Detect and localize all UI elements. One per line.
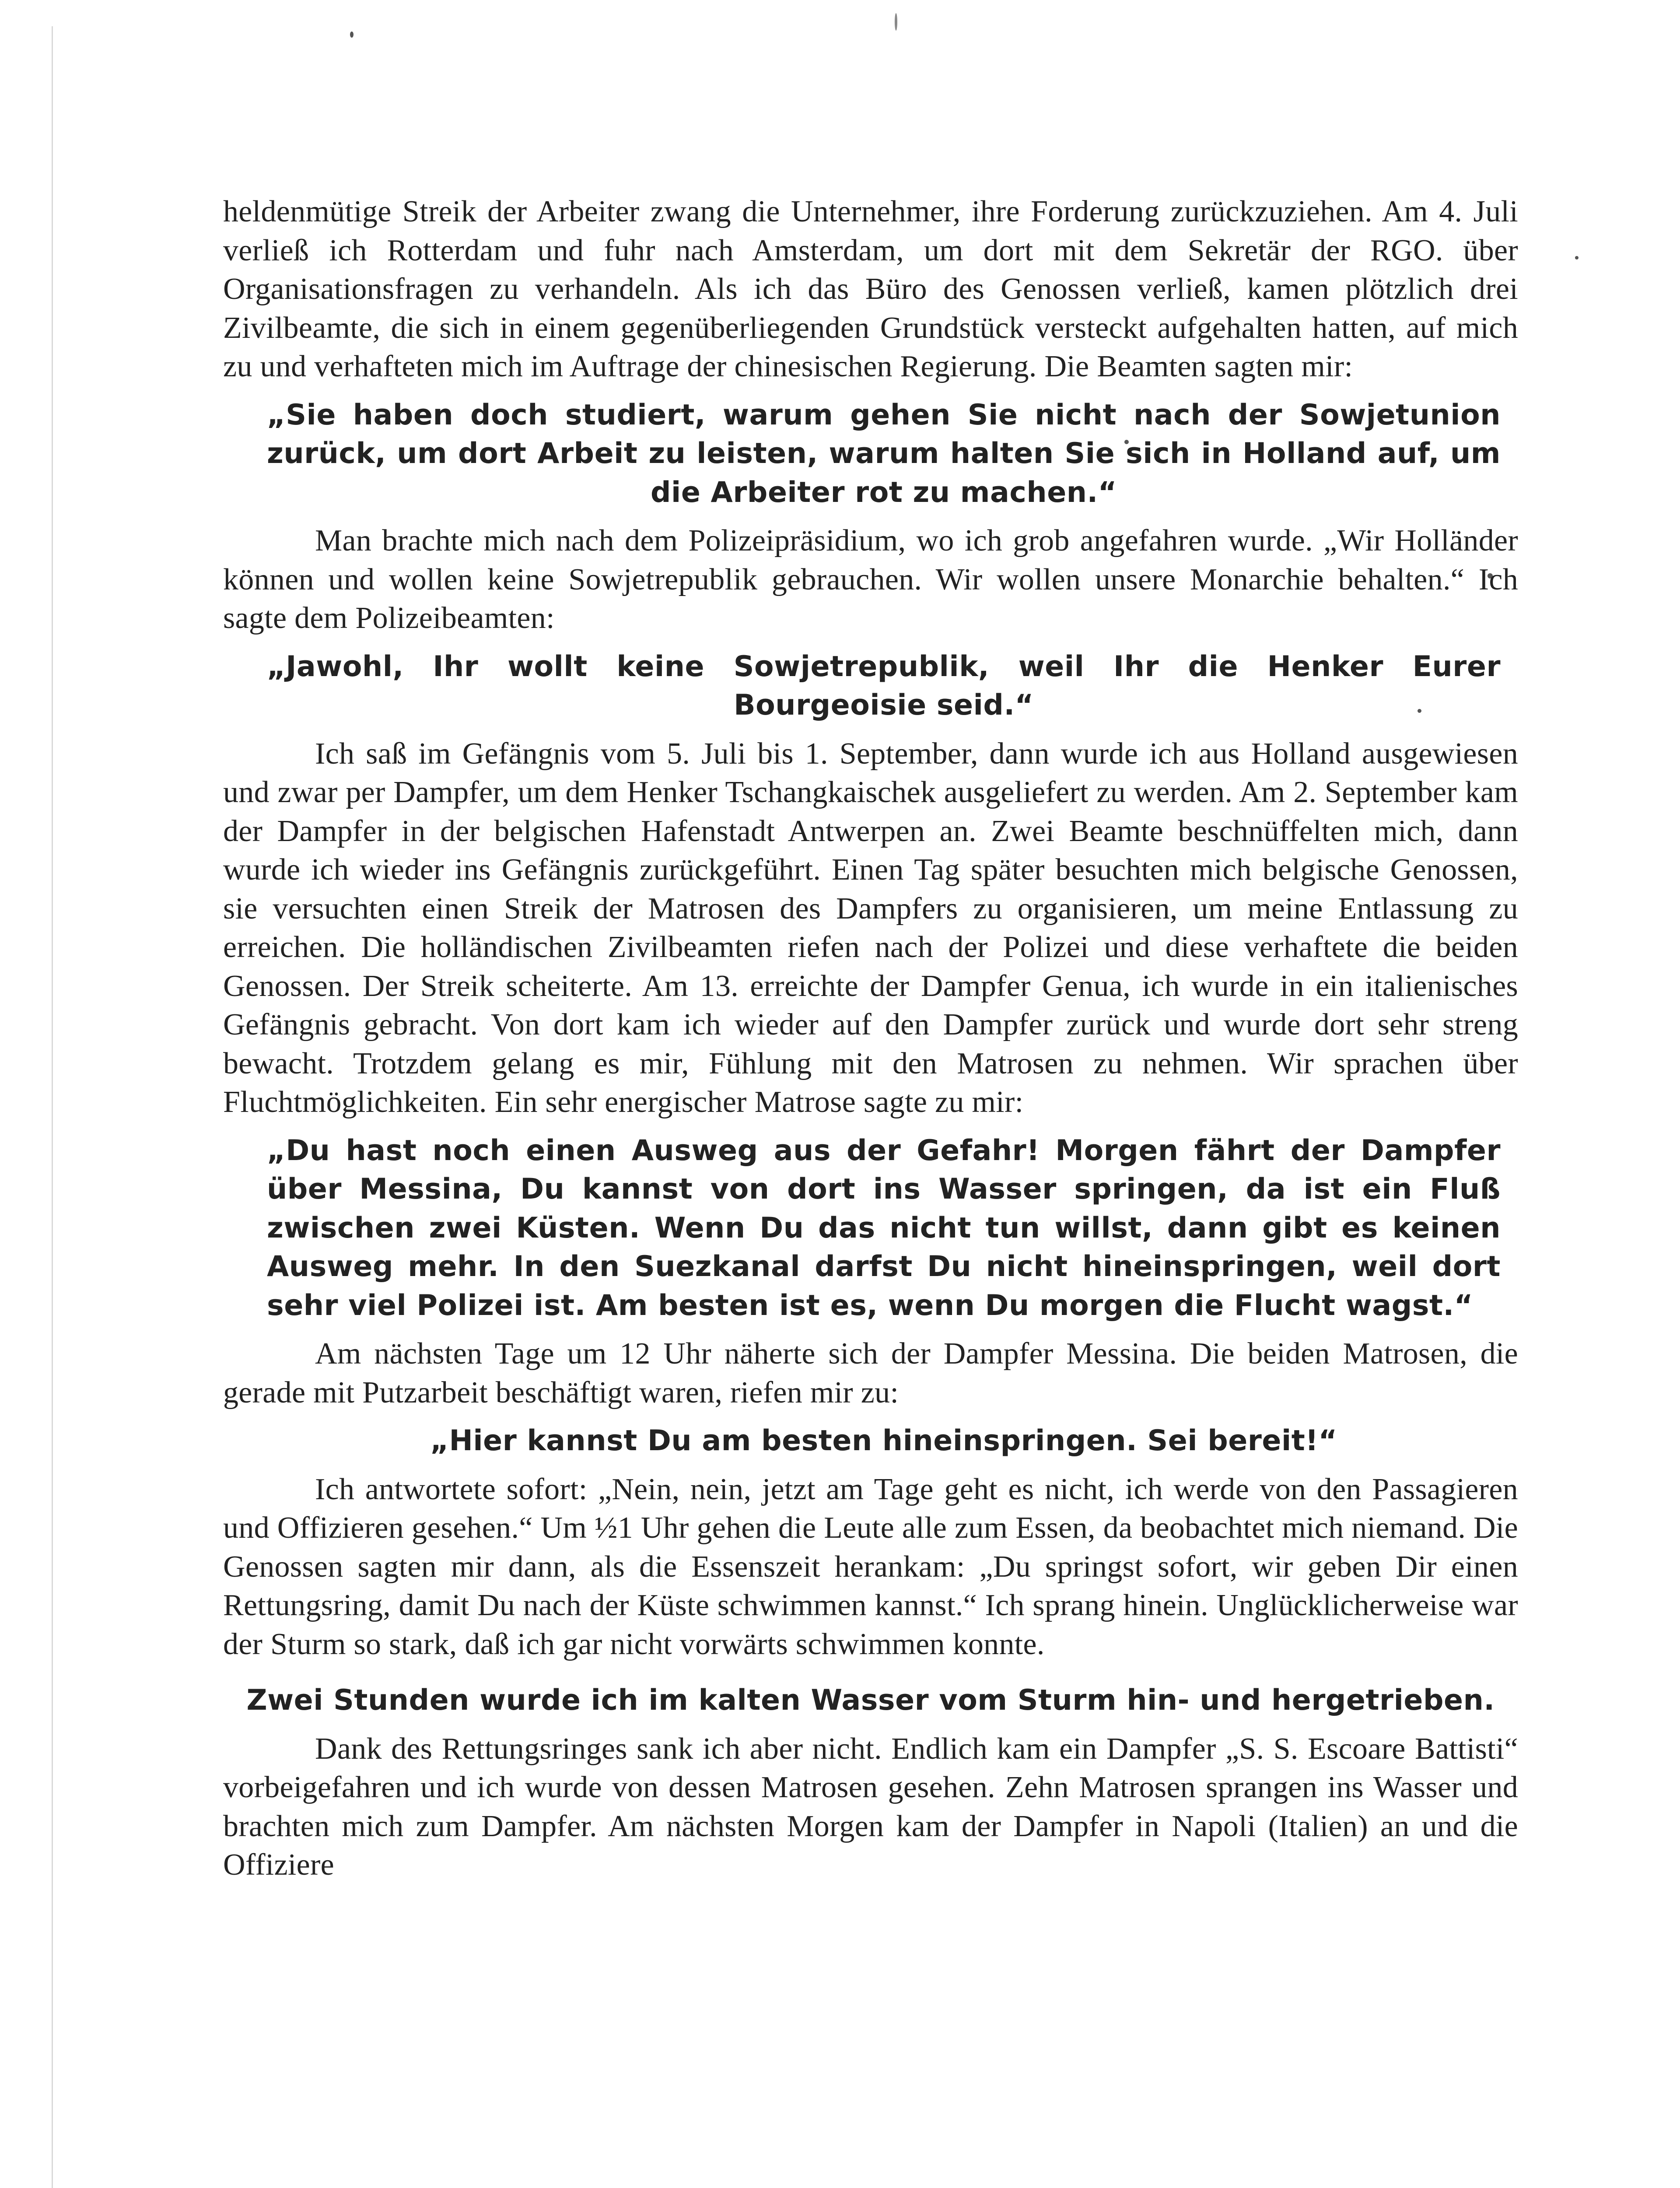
quote: „Du hast noch einen Ausweg aus der Gefahr! Morgen fährt der Dampfer über Messina, Du kannst von dort ins Wasser springen, da ist ein Fluß zwischen zwei Küsten. Wenn Du das nicht tun willst, dann gibt es keinen Ausweg mehr. In den Suezkanal darfst Du nicht hineinspringen, weil dort sehr viel Polizei ist. Am besten ist es, wenn Du morgen die Flucht wagst.“	[267, 1134, 1501, 1322]
quote: „Jawohl, Ihr wollt keine Sowjetrepublik, weil Ihr die Henker Eurer Bourgeoisie seid.“	[267, 650, 1501, 722]
quote: „Sie haben doch studiert, warum gehen Sie nicht nach der Sowjetunion zurück, um dort Arbeit zu leisten, warum halten Sie sich in Holland auf, um die Arbeiter rot zu machen.“	[267, 398, 1501, 509]
print-speck	[350, 32, 354, 38]
paragraph: Ich antwortete sofort: „Nein, nein, jetzt am Tage geht es nicht, ich werde von den Passagieren und Offizieren gesehen.“ Um ½1 Uhr gehen die Leute alle zum Essen, da beobachtet mich niemand. Die Genossen sagten mir dann, als die Essenszeit herankam: „Du springst sofort, wir geben Dir einen Rettungsring, damit Du nach der Küste schwimmen kannst.“ Ich sprang hinein. Unglücklicherweise war der Sturm so stark, daß ich gar nicht vorwärts schwimmen konnte.	[223, 1472, 1518, 1661]
paragraph: Dank des Rettungsringes sank ich aber nicht. Endlich kam ein Dampfer „S. S. Escoare Battisti“ vorbeigefahren und ich wurde von dessen Matrosen gesehen. Zehn Matrosen sprangen ins Wasser und brachten mich zum Dampfer. Am nächsten Morgen kam der Dampfer in Napoli (Italien) an und die Offiziere	[223, 1732, 1518, 1882]
bold-heading: Zwei Stunden wurde ich im kalten Wasser vom Sturm hin- und hergetrieben.	[246, 1684, 1495, 1717]
print-speck	[1575, 256, 1578, 259]
paragraph: Am nächsten Tage um 12 Uhr näherte sich der Dampfer Messina. Die beiden Matrosen, die gerade mit Putzarbeit beschäftigt waren, riefen mir zu:	[223, 1337, 1518, 1410]
paragraph: Man brachte mich nach dem Polizeipräsidium, wo ich grob angefahren wurde. „Wir Holländer können und wollen keine Sowjetrepublik gebrauchen. Wir wollen unsere Monarchie behalten.“ Ich sagte dem Polizeibeamten:	[223, 524, 1518, 635]
page-text	[223, 193, 1518, 1885]
page-edge-line	[52, 26, 53, 2188]
paragraph: Ich saß im Gefängnis vom 5. Juli bis 1. September, dann wurde ich aus Holland ausgewiesen und zwar per Dampfer, um dem Henker Tschangkaischek ausgeliefert zu werden. Am 2. September kam der Dampfer in der belgischen Hafenstadt Antwerpen an. Zwei Beamte beschnüffelten mich, dann wurde ich wieder ins Gefängnis zurückgeführt. Einen Tag später besuchten mich belgische Genossen, sie versuchten einen Streik der Matrosen des Dampfers zu organisieren, um meine Entlassung zu erreichen. Die holländischen Zivilbeamten riefen nach der Polizei und diese verhaftete die beiden Genossen. Der Streik scheiterte. Am 13. erreichte der Dampfer Genua, ich wurde in ein italienisches Gefängnis gebracht. Von dort kam ich wieder auf den Dampfer zurück und wurde dort sehr streng bewacht. Trotzdem gelang es mir, Fühlung mit den Matrosen zu nehmen. Wir sprachen über Fluchtmöglichkeiten. Ein sehr energischer Matrose sagte zu mir:	[223, 736, 1518, 1119]
paragraph: heldenmütige Streik der Arbeiter zwang die Unternehmer, ihre Forderung zurückzuziehen. Am 4. Juli verließ ich Rotterdam und fuhr nach Amsterdam, um dort mit dem Sekretär der RGO. über Organisationsfragen zu verhandeln. Als ich das Büro des Genossen verließ, kamen plötzlich drei Zivilbeamte, die sich in einem gegenüberliegenden Grundstück versteckt aufgehalten hatten, auf mich zu und verhafteten mich im Auftrage der chinesischen Regierung. Die Beamten sagten mir:	[223, 195, 1518, 383]
quote: „Hier kannst Du am besten hineinspringen. Sei bereit!“	[430, 1424, 1337, 1457]
print-speck	[895, 13, 897, 31]
